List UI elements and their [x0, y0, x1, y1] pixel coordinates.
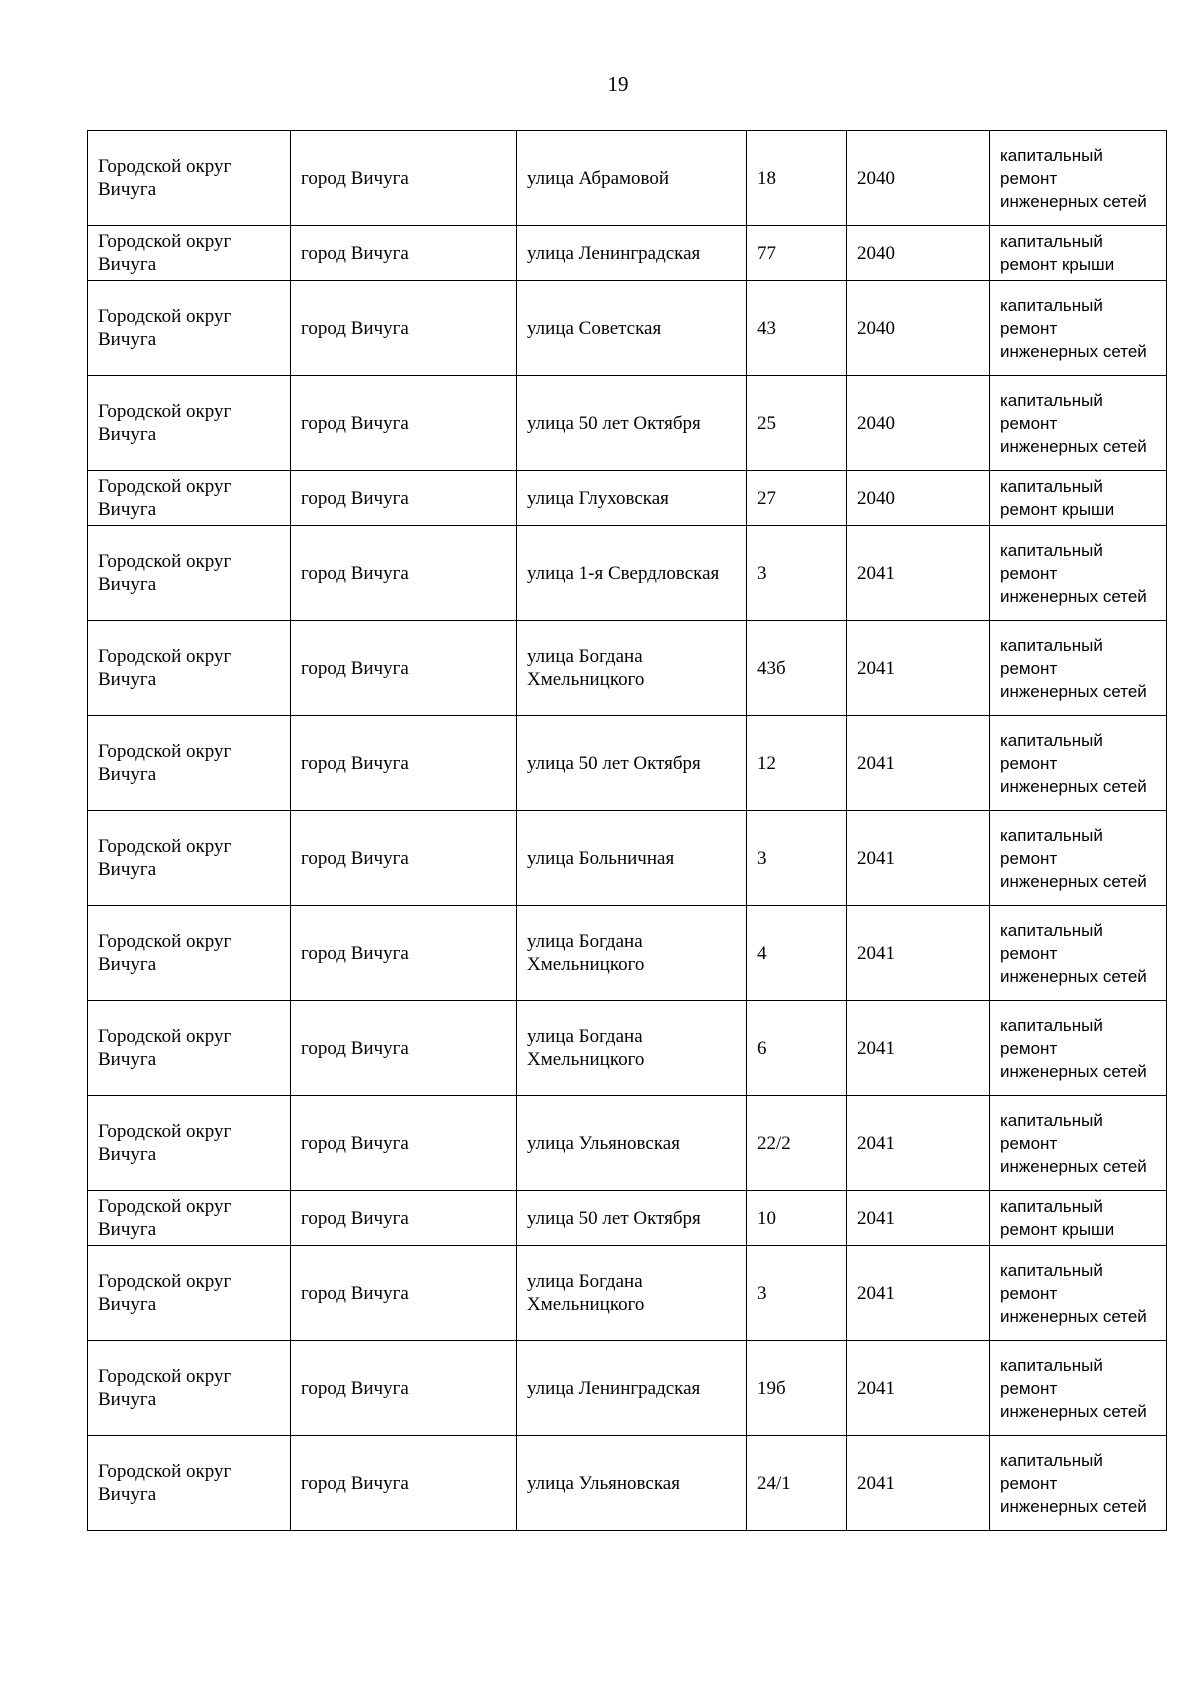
house-number-cell: 27	[747, 471, 847, 526]
work-type-cell: капитальный ремонт инженерных сетей	[990, 1096, 1167, 1191]
year-cell: 2041	[847, 1096, 990, 1191]
district-cell: Городской округ Вичуга	[88, 1246, 291, 1341]
locality-cell: город Вичуга	[291, 376, 517, 471]
locality-cell: город Вичуга	[291, 621, 517, 716]
table-row	[88, 376, 1167, 471]
page-number: 19	[607, 72, 629, 96]
work-type-cell: капитальный ремонт инженерных сетей	[990, 1001, 1167, 1096]
locality-cell: город Вичуга	[291, 1191, 517, 1246]
locality-cell: город Вичуга	[291, 1436, 517, 1531]
house-number-cell: 22/2	[747, 1096, 847, 1191]
locality-cell: город Вичуга	[291, 281, 517, 376]
table-row	[88, 1246, 1167, 1341]
district-cell: Городской округ Вичуга	[88, 1096, 291, 1191]
house-number-cell: 4	[747, 906, 847, 1001]
work-type-cell: капитальный ремонт инженерных сетей	[990, 281, 1167, 376]
work-type-cell: капитальный ремонт крыши	[990, 226, 1167, 281]
work-type-cell: капитальный ремонт инженерных сетей	[990, 1341, 1167, 1436]
house-number-cell: 6	[747, 1001, 847, 1096]
work-type-cell: капитальный ремонт инженерных сетей	[990, 526, 1167, 621]
year-cell: 2041	[847, 1436, 990, 1531]
street-cell: улица 50 лет Октября	[517, 716, 747, 811]
district-cell: Городской округ Вичуга	[88, 1341, 291, 1436]
year-cell: 2040	[847, 376, 990, 471]
street-cell: улица Советская	[517, 281, 747, 376]
table-row	[88, 1436, 1167, 1531]
district-cell: Городской округ Вичуга	[88, 526, 291, 621]
district-cell: Городской округ Вичуга	[88, 621, 291, 716]
table-body	[88, 131, 1167, 1531]
year-cell: 2040	[847, 281, 990, 376]
locality-cell: город Вичуга	[291, 131, 517, 226]
district-cell: Городской округ Вичуга	[88, 811, 291, 906]
locality-cell: город Вичуга	[291, 526, 517, 621]
street-cell: улица 1-я Свердловская	[517, 526, 747, 621]
locality-cell: город Вичуга	[291, 226, 517, 281]
year-cell: 2041	[847, 1001, 990, 1096]
year-cell: 2041	[847, 1246, 990, 1341]
repair-schedule-table	[87, 130, 1167, 1531]
table-row	[88, 226, 1167, 281]
table-row	[88, 1001, 1167, 1096]
street-cell: улица Глуховская	[517, 471, 747, 526]
district-cell: Городской округ Вичуга	[88, 1191, 291, 1246]
year-cell: 2041	[847, 1191, 990, 1246]
street-cell: улица 50 лет Октября	[517, 376, 747, 471]
locality-cell: город Вичуга	[291, 471, 517, 526]
district-cell: Городской округ Вичуга	[88, 226, 291, 281]
table-row	[88, 1096, 1167, 1191]
work-type-cell: капитальный ремонт инженерных сетей	[990, 131, 1167, 226]
house-number-cell: 3	[747, 811, 847, 906]
work-type-cell: капитальный ремонт инженерных сетей	[990, 1246, 1167, 1341]
house-number-cell: 3	[747, 1246, 847, 1341]
year-cell: 2041	[847, 1341, 990, 1436]
year-cell: 2040	[847, 131, 990, 226]
work-type-cell: капитальный ремонт крыши	[990, 471, 1167, 526]
locality-cell: город Вичуга	[291, 1246, 517, 1341]
table-row	[88, 621, 1167, 716]
table-row	[88, 471, 1167, 526]
district-cell: Городской округ Вичуга	[88, 1436, 291, 1531]
street-cell: улица Богдана Хмельницкого	[517, 1246, 747, 1341]
street-cell: улица Богдана Хмельницкого	[517, 906, 747, 1001]
street-cell: улица Абрамовой	[517, 131, 747, 226]
house-number-cell: 43б	[747, 621, 847, 716]
district-cell: Городской округ Вичуга	[88, 131, 291, 226]
work-type-cell: капитальный ремонт инженерных сетей	[990, 906, 1167, 1001]
house-number-cell: 19б	[747, 1341, 847, 1436]
house-number-cell: 18	[747, 131, 847, 226]
street-cell: улица 50 лет Октября	[517, 1191, 747, 1246]
work-type-cell: капитальный ремонт инженерных сетей	[990, 811, 1167, 906]
street-cell: улица Богдана Хмельницкого	[517, 621, 747, 716]
locality-cell: город Вичуга	[291, 811, 517, 906]
street-cell: улица Ленинградская	[517, 1341, 747, 1436]
year-cell: 2040	[847, 226, 990, 281]
district-cell: Городской округ Вичуга	[88, 376, 291, 471]
locality-cell: город Вичуга	[291, 1001, 517, 1096]
table-row	[88, 281, 1167, 376]
table-row	[88, 716, 1167, 811]
table-row	[88, 1191, 1167, 1246]
work-type-cell: капитальный ремонт инженерных сетей	[990, 1436, 1167, 1531]
street-cell: улица Ульяновская	[517, 1436, 747, 1531]
house-number-cell: 43	[747, 281, 847, 376]
locality-cell: город Вичуга	[291, 906, 517, 1001]
year-cell: 2041	[847, 526, 990, 621]
year-cell: 2041	[847, 621, 990, 716]
year-cell: 2041	[847, 716, 990, 811]
work-type-cell: капитальный ремонт крыши	[990, 1191, 1167, 1246]
table-row	[88, 906, 1167, 1001]
house-number-cell: 3	[747, 526, 847, 621]
district-cell: Городской округ Вичуга	[88, 471, 291, 526]
year-cell: 2041	[847, 906, 990, 1001]
work-type-cell: капитальный ремонт инженерных сетей	[990, 376, 1167, 471]
street-cell: улица Ленинградская	[517, 226, 747, 281]
street-cell: улица Больничная	[517, 811, 747, 906]
district-cell: Городской округ Вичуга	[88, 906, 291, 1001]
year-cell: 2041	[847, 811, 990, 906]
table-row	[88, 131, 1167, 226]
locality-cell: город Вичуга	[291, 1096, 517, 1191]
locality-cell: город Вичуга	[291, 716, 517, 811]
house-number-cell: 24/1	[747, 1436, 847, 1531]
table-row	[88, 1341, 1167, 1436]
year-cell: 2040	[847, 471, 990, 526]
house-number-cell: 25	[747, 376, 847, 471]
table-row	[88, 811, 1167, 906]
table-row	[88, 526, 1167, 621]
street-cell: улица Богдана Хмельницкого	[517, 1001, 747, 1096]
house-number-cell: 77	[747, 226, 847, 281]
district-cell: Городской округ Вичуга	[88, 1001, 291, 1096]
house-number-cell: 10	[747, 1191, 847, 1246]
work-type-cell: капитальный ремонт инженерных сетей	[990, 621, 1167, 716]
district-cell: Городской округ Вичуга	[88, 716, 291, 811]
district-cell: Городской округ Вичуга	[88, 281, 291, 376]
locality-cell: город Вичуга	[291, 1341, 517, 1436]
house-number-cell: 12	[747, 716, 847, 811]
work-type-cell: капитальный ремонт инженерных сетей	[990, 716, 1167, 811]
street-cell: улица Ульяновская	[517, 1096, 747, 1191]
